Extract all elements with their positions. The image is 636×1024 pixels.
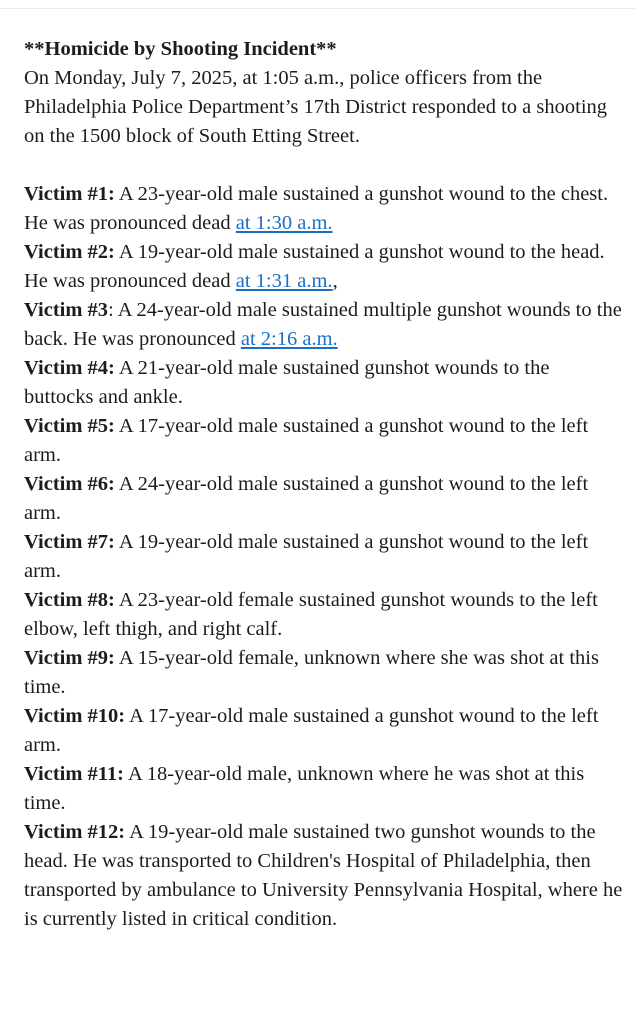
- victim-label: Victim #7:: [24, 531, 115, 553]
- victim-entry-7: [24, 528, 624, 586]
- victim-label: Victim #10:: [24, 705, 126, 727]
- victim-entry-11: [24, 760, 624, 818]
- victim-description: A 23-year-old male sustained a gunshot wound to the chest. He was pronounced dead: [24, 183, 609, 234]
- victim-label: Victim #6:: [24, 473, 115, 495]
- victim-description: : A 24-year-old male sustained multiple gunshot wounds to the back. He was pronounced: [24, 299, 622, 350]
- victim-entry-10: [24, 702, 624, 760]
- cut-off-text-line: [24, 1014, 624, 1024]
- victim-description: A 17-year-old male sustained a gunshot wound to the left arm.: [24, 705, 599, 756]
- incident-title: **Homicide by Shooting Incident**: [24, 38, 337, 60]
- time-of-death-link[interactable]: at 1:31 a.m.: [235, 270, 333, 292]
- victim-label: Victim #8:: [24, 589, 115, 611]
- victim-label: Victim #11:: [24, 763, 125, 785]
- time-of-death-link[interactable]: at 2:16 a.m.: [240, 328, 338, 350]
- victim-description: A 19-year-old male sustained a gunshot wound to the left arm.: [24, 531, 589, 582]
- victim-label: Victim #12:: [24, 821, 126, 843]
- victim-label: Victim #4:: [24, 357, 115, 379]
- time-of-death-link[interactable]: at 1:30 a.m.: [235, 212, 333, 234]
- victim-description: A 23-year-old female sustained gunshot wounds to the left elbow, left thigh, and right calf.: [24, 589, 598, 640]
- victim-label: Victim #3: [24, 299, 109, 321]
- victim-description: A 15-year-old female, unknown where she was shot at this time.: [24, 647, 599, 698]
- incident-report: [24, 35, 624, 934]
- victim-description: A 19-year-old male sustained a gunshot wound to the head. He was pronounced dead: [24, 241, 605, 292]
- top-divider: [0, 8, 636, 9]
- victim-entry-6: [24, 470, 624, 528]
- victim-description: A 24-year-old male sustained a gunshot wound to the left arm.: [24, 473, 589, 524]
- victim-entry-4: [24, 354, 624, 412]
- incident-summary: On Monday, July 7, 2025, at 1:05 a.m., police officers from the Philadelphia Police Department’s 17th District responded to a shooting on the 1500 block of South Etting Street.: [24, 67, 608, 147]
- victim-entry-3: [24, 296, 624, 354]
- victim-label: Victim #1:: [24, 183, 115, 205]
- paragraph-spacer: [24, 151, 624, 180]
- victim-entry-5: [24, 412, 624, 470]
- victim-entry-12: [24, 818, 624, 934]
- victim-entry-9: [24, 644, 624, 702]
- victim-description: A 21-year-old male sustained gunshot wounds to the buttocks and ankle.: [24, 357, 550, 408]
- victim-label: Victim #9:: [24, 647, 115, 669]
- victim-description: A 19-year-old male sustained two gunshot wounds to the head. He was transported to Children's Hospital of Philadelphia, then transported by ambulance to University Pennsylvania Hospital, where he is currently listed in critical condition.: [24, 821, 623, 930]
- victim-label: Victim #2:: [24, 241, 115, 263]
- victim-entry-1: [24, 180, 624, 238]
- victim-description: A 18-year-old male, unknown where he was shot at this time.: [24, 763, 585, 814]
- victim-description: A 17-year-old male sustained a gunshot wound to the left arm.: [24, 415, 589, 466]
- trailing-punctuation: ,: [332, 270, 338, 292]
- victim-entry-8: [24, 586, 624, 644]
- victim-label: Victim #5:: [24, 415, 115, 437]
- victim-entry-2: [24, 238, 624, 296]
